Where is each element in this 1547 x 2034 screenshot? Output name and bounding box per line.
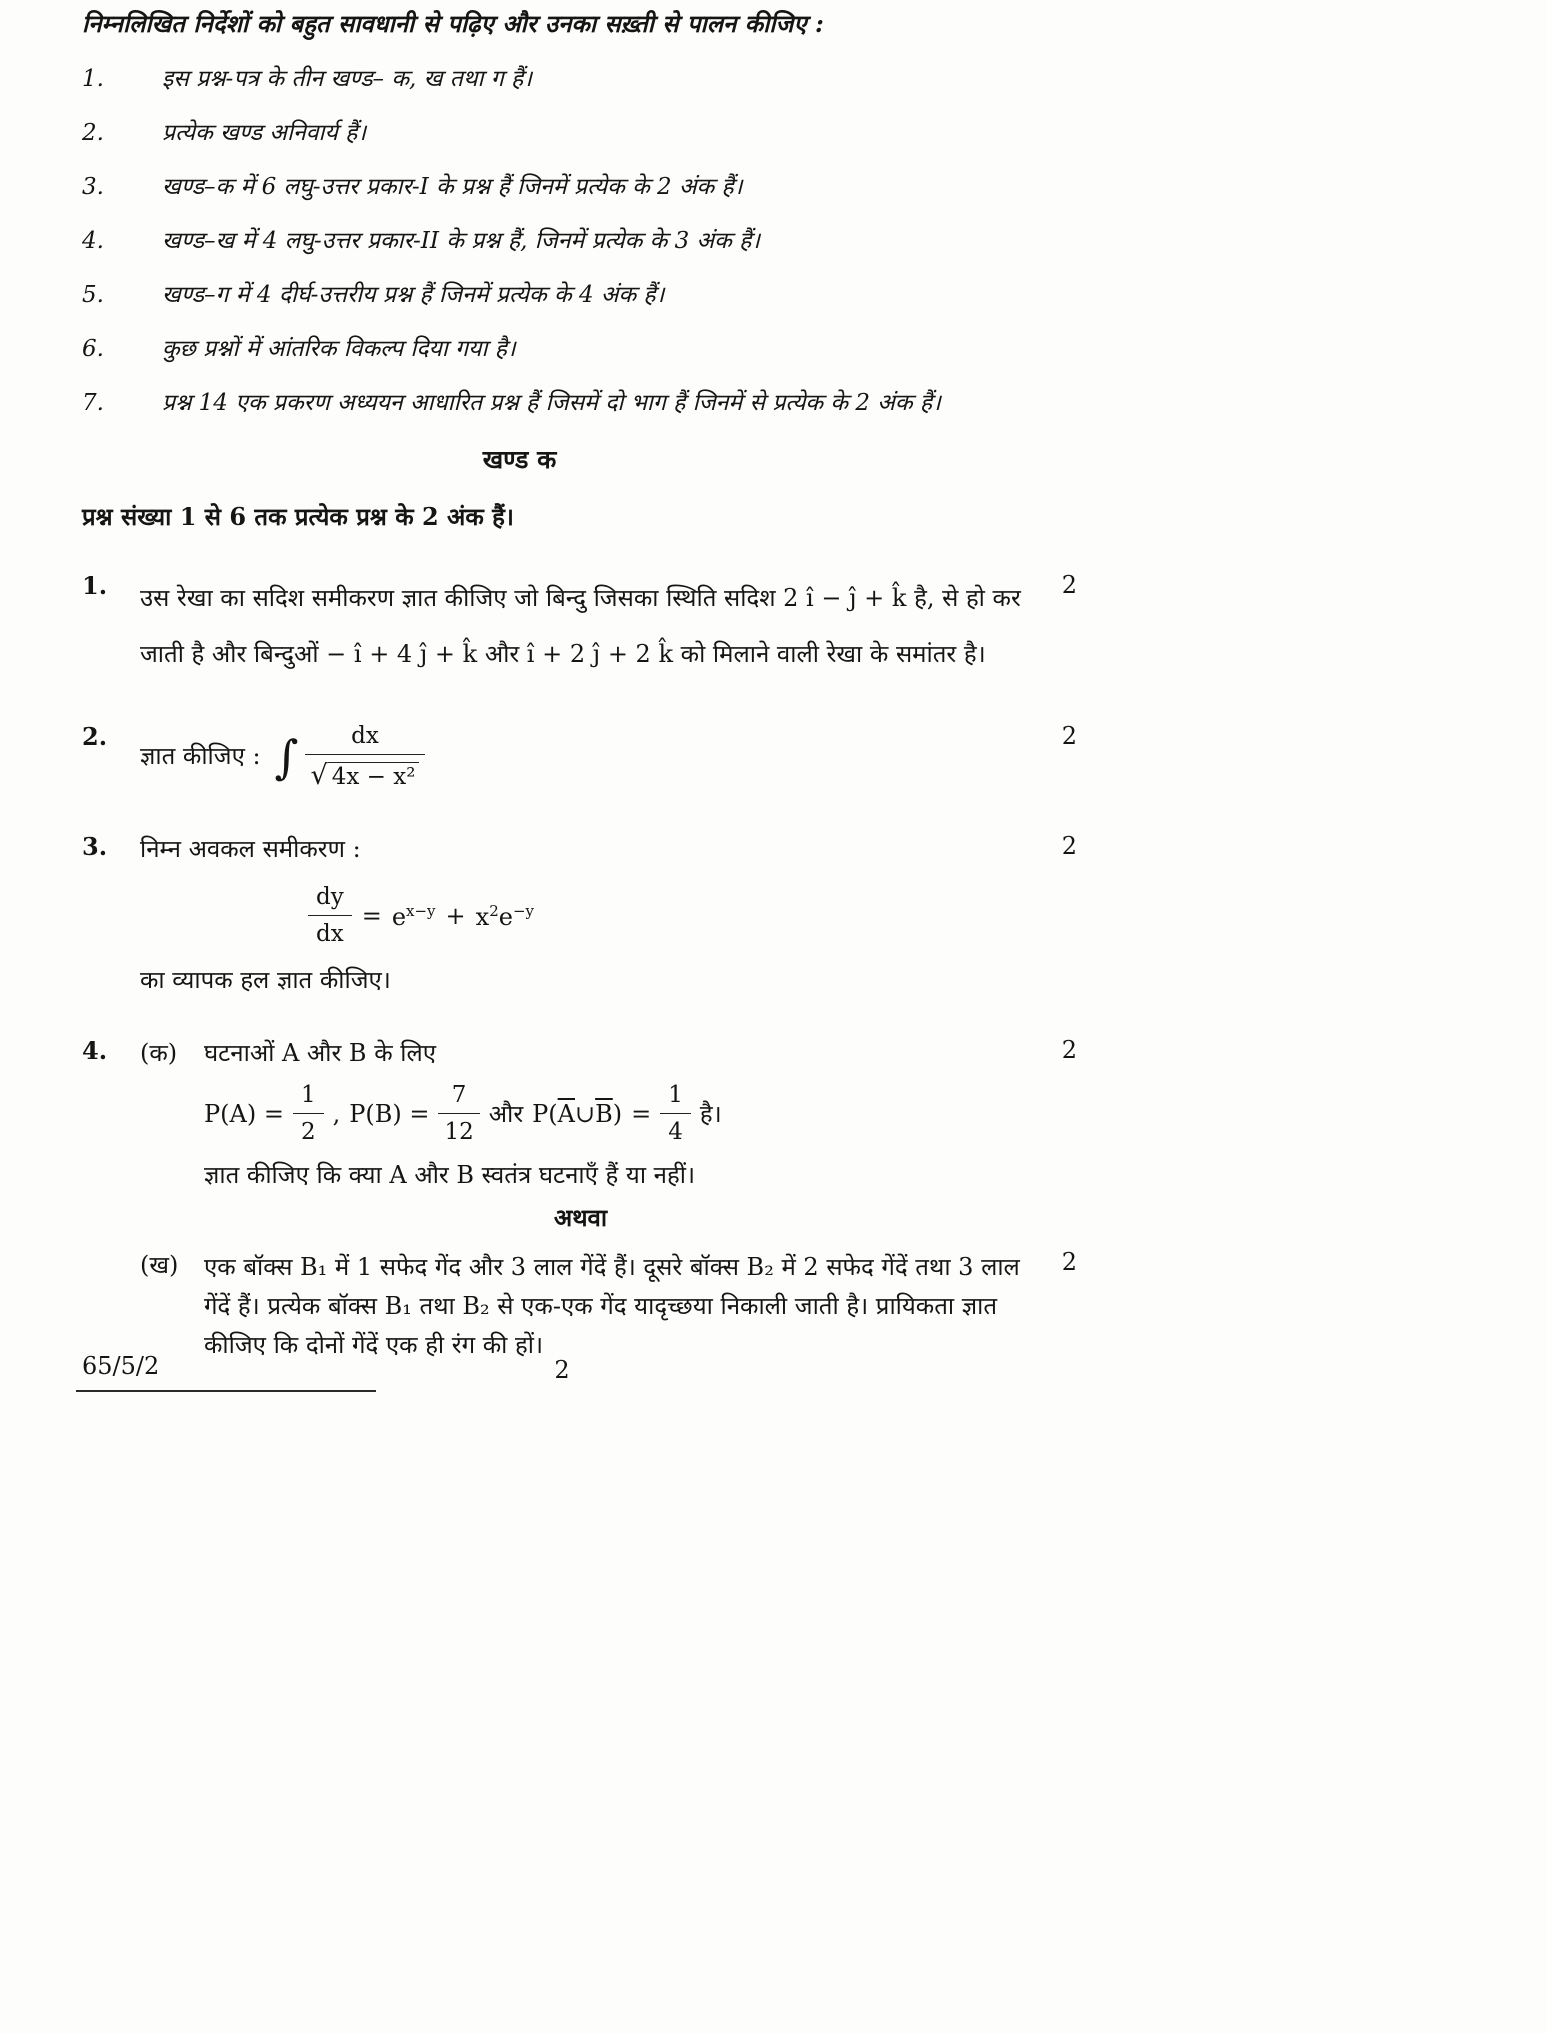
radical-sign: √ xyxy=(310,759,328,791)
fraction-denominator: 12 xyxy=(438,1113,479,1147)
fraction-denominator: 2 xyxy=(293,1113,324,1147)
instruction-number: 3. xyxy=(82,173,104,200)
instruction-text: प्रत्येक खण्ड अनिवार्य हैं। xyxy=(162,120,367,147)
question-4a xyxy=(82,1036,1077,1192)
instruction-number: 5. xyxy=(82,281,104,308)
instruction-number: 4. xyxy=(82,227,104,254)
separator: , xyxy=(332,1099,341,1128)
instruction-item xyxy=(82,335,1077,365)
integral-expression xyxy=(275,722,426,793)
question-2 xyxy=(82,722,1077,793)
subquestion-a xyxy=(140,1036,1021,1192)
conjunction: और xyxy=(488,1100,524,1129)
subquestion-label: (क) xyxy=(140,1038,178,1067)
term-base: x xyxy=(475,902,490,931)
integral-sign: ∫ xyxy=(274,730,299,785)
fraction xyxy=(438,1081,479,1147)
fraction-numerator: 1 xyxy=(668,1081,683,1108)
question-text: घटनाओं A और B के लिए xyxy=(204,1038,437,1067)
term-base: e xyxy=(391,902,407,931)
instruction-text: इस प्रश्न-पत्र के तीन खण्ड– क, ख तथा ग हैं। xyxy=(162,66,532,93)
page-number: 2 xyxy=(554,1356,570,1384)
fraction xyxy=(305,722,426,793)
prob-term xyxy=(532,1100,622,1128)
instruction-item xyxy=(82,227,1077,257)
instruction-item xyxy=(82,389,1077,419)
fraction-numerator: dx xyxy=(351,722,379,749)
question-number: 3. xyxy=(82,832,108,862)
instruction-text: खण्ड–ख में 4 लघु-उत्तर प्रकार-II के प्रश्न हैं, जिनमें प्रत्येक के 3 अंक हैं। xyxy=(162,227,761,254)
paren-close: ) xyxy=(612,1099,623,1128)
fraction-numerator: 1 xyxy=(300,1081,316,1108)
subquestion-b xyxy=(140,1248,1021,1365)
question-text: का व्यापक हल ज्ञात कीजिए। xyxy=(140,965,391,994)
fraction xyxy=(308,883,352,949)
question-number xyxy=(82,1248,140,1365)
marks-value: 2 xyxy=(1061,571,1077,600)
question-number: 4. xyxy=(82,1035,108,1065)
subquestion-label: (ख) xyxy=(140,1251,179,1280)
event-b-complement: $\overline{B}$ xyxy=(595,1099,613,1128)
marks-value: 2 xyxy=(1061,721,1077,750)
equals-sign: = xyxy=(361,902,382,931)
page-content xyxy=(82,8,1077,1365)
instruction-text: प्रश्न 14 एक प्रकरण अध्ययन आधारित प्रश्न हैं जिसमें दो भाग हैं जिनमें से प्रत्येक के 2 अंक हैं। xyxy=(162,389,941,416)
question-text: ज्ञात कीजिए : xyxy=(140,741,261,770)
subquestion-body xyxy=(204,1248,1021,1365)
question-body xyxy=(140,832,1045,996)
question-text: उस रेखा का सदिश समीकरण ज्ञात कीजिए जो बिन्दु जिसका स्थिति सदिश 2 î − ĵ + k̂ है, से हो कर जाती है और बिन्दुओं − î + 4 ĵ + k̂ और î + 2 ĵ + 2 k̂ को मिलाने वाली रेखा के समांतर है। xyxy=(140,584,1021,668)
radicand: 4x − x² xyxy=(328,762,420,790)
fraction xyxy=(660,1081,691,1147)
fraction-denominator: 4 xyxy=(660,1113,691,1147)
question-number: 1. xyxy=(82,571,108,601)
equals-sign: = xyxy=(631,1099,652,1128)
prob-term: P(A) = xyxy=(204,1099,284,1128)
or-separator-row xyxy=(82,1201,1077,1234)
question-body xyxy=(140,1036,1045,1192)
probability-expression xyxy=(204,1081,1021,1147)
question-3 xyxy=(82,832,1077,996)
instruction-item xyxy=(82,281,1077,311)
section-note: प्रश्न संख्या 1 से 6 तक प्रत्येक प्रश्न के 2 अंक हैं। xyxy=(82,502,514,532)
instruction-text: खण्ड–क में 6 लघु-उत्तर प्रकार-I के प्रश्न हैं जिनमें प्रत्येक के 2 अंक हैं। xyxy=(162,173,743,200)
instruction-item xyxy=(82,119,1077,149)
question-text: एक बॉक्स B₁ में 1 सफेद गेंद और 3 लाल गेंदें हैं। दूसरे बॉक्स B₂ में 2 सफेद गेंदें तथा 3 लाल गेंदें हैं। प्रत्येक बॉक्स B₁ तथा B₂ से एक-एक गेंद यादृच्छया निकाली जाती है। प्रायिकता ज्ञात कीजिए कि दोनों गेंदें एक ही रंग की हों। xyxy=(204,1253,1020,1360)
instructions-header: निम्नलिखित निर्देशों को बहुत सावधानी से पढ़िए और उनका सख़्ती से पालन कीजिए : xyxy=(82,9,824,38)
prob-term: है। xyxy=(699,1100,722,1129)
differential-equation xyxy=(308,883,1021,949)
fraction-denominator xyxy=(305,754,426,793)
section-heading: खण्ड क xyxy=(482,445,557,475)
question-text: ज्ञात कीजिए कि क्या A और B स्वतंत्र घटनाएँ हैं या नहीं। xyxy=(204,1161,696,1190)
question-1 xyxy=(82,571,1077,681)
instruction-item xyxy=(82,65,1077,95)
instruction-item xyxy=(82,173,1077,203)
instruction-number: 2. xyxy=(82,120,104,147)
question-number xyxy=(82,1201,140,1234)
union-sign: ∪ xyxy=(575,1099,596,1128)
subquestion-body xyxy=(204,1036,1021,1192)
term-base: e xyxy=(498,902,513,931)
paper-code: 65/5/2 xyxy=(76,1352,376,1392)
question-number: 2. xyxy=(82,721,108,751)
question-body xyxy=(140,722,1045,793)
marks-spacer xyxy=(1045,1201,1077,1234)
fraction-numerator: dy xyxy=(316,884,344,911)
question-body xyxy=(140,1248,1045,1365)
question-4b xyxy=(82,1248,1077,1365)
fraction xyxy=(293,1081,324,1147)
equation-term xyxy=(392,902,436,931)
instruction-text: कुछ प्रश्नों में आंतरिक विकल्प दिया गया है। xyxy=(162,335,516,362)
marks-value: 2 xyxy=(1061,832,1077,861)
marks-value: 2 xyxy=(1061,1035,1077,1064)
term-exponent: x−y xyxy=(406,901,436,920)
paren-open: P( xyxy=(532,1099,558,1128)
instruction-number: 6. xyxy=(82,335,104,362)
fraction-denominator: dx xyxy=(308,915,352,949)
marks-value: 2 xyxy=(1061,1248,1077,1277)
term-exponent: −y xyxy=(512,901,534,920)
question-text: निम्न अवकल समीकरण : xyxy=(140,835,361,864)
instruction-text: खण्ड–ग में 4 दीर्घ-उत्तरीय प्रश्न हैं जिनमें प्रत्येक के 4 अंक हैं। xyxy=(162,281,665,308)
or-separator: अथवा xyxy=(553,1203,608,1233)
equation-term xyxy=(476,902,534,931)
fraction-numerator: 7 xyxy=(451,1081,467,1108)
prob-term: P(B) = xyxy=(349,1099,430,1128)
plus-sign: + xyxy=(445,902,466,931)
instruction-number: 1. xyxy=(82,66,104,93)
question-body xyxy=(140,571,1045,681)
term-exponent: 2 xyxy=(489,901,499,920)
instruction-number: 7. xyxy=(82,389,104,416)
event-a-complement: $\overline{A}$ xyxy=(557,1099,575,1128)
